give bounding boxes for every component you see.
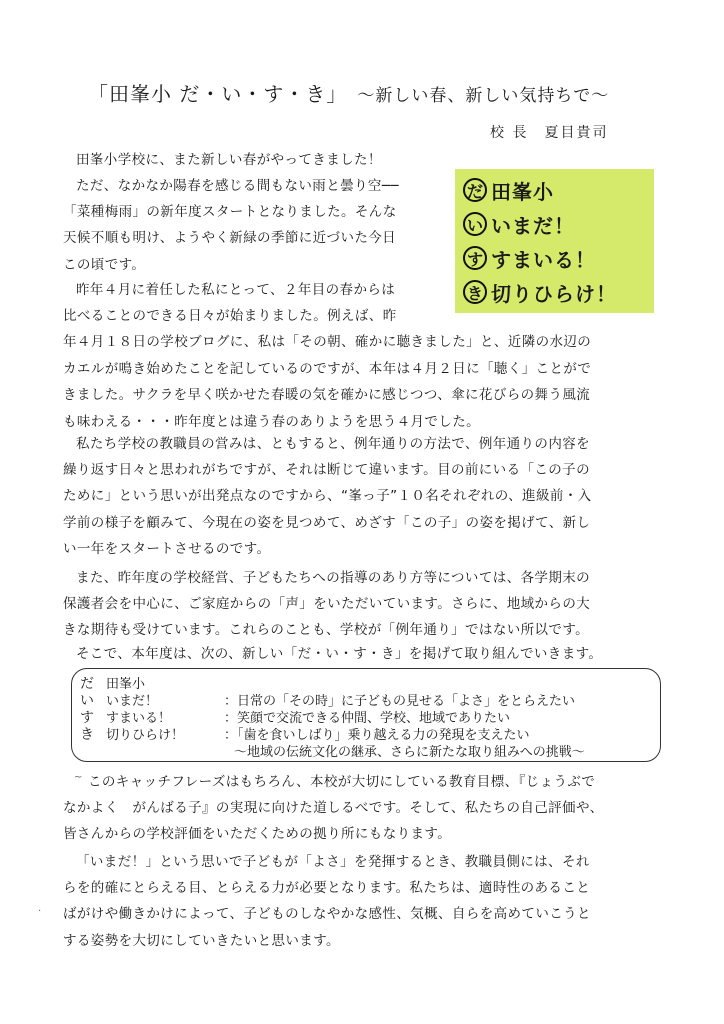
motto-detail-name: いまだ！ xyxy=(106,694,159,709)
motto-row xyxy=(463,241,654,275)
text-line: また、昨年度の学校経営、子どもたちへの指導のあり方等については、各学期末の xyxy=(76,570,591,586)
motto-detail-desc: ：日常の「その時」に子どもの見せる「よさ」をとらえたい xyxy=(224,694,576,709)
text-line: らを的確にとらえる目、とらえる力が必要となります。私たちは、適時性のあること xyxy=(63,880,591,896)
motto-detail-name: 田峯小 xyxy=(106,677,146,692)
text-line: 天候不順も明け、ようやく新緑の季節に近づいた今日 xyxy=(63,230,397,247)
motto-char: だ xyxy=(463,178,487,202)
author-line: 校 長 夏目貴司 xyxy=(490,125,609,141)
motto-char: い xyxy=(463,212,487,236)
text-line: 年４月１８日の学校ブログに、私は「その朝、確かに聴きました」と、近隣の水辺の xyxy=(63,334,592,351)
text-line: この頃です。 xyxy=(63,256,146,273)
scan-speck: · xyxy=(38,906,42,917)
motto-char: き xyxy=(463,280,487,304)
motto-detail-char: き xyxy=(80,727,94,743)
motto-detail-desc: ：「歯を食いしばり」乗り越える力の発現を支えたい xyxy=(224,728,530,743)
text-line: も味わえる・・・昨年度とは違う春のありようを思う４月でした。 xyxy=(63,413,480,430)
motto-char: す xyxy=(463,246,487,270)
title-subtitle: ～新しい春、新しい気持ちで～ xyxy=(357,86,610,106)
text-line: ただ、なかなか陽春を感じる間もない雨と曇り空── xyxy=(76,178,399,194)
motto-row xyxy=(463,207,654,241)
motto-detail-char: す xyxy=(80,710,94,726)
body-paragraph-1: 田峯小学校に、また新しい春がやってきました！ xyxy=(76,152,382,168)
text-line: する姿勢を大切にしていきたいと思います。 xyxy=(63,932,340,949)
body-paragraph-6: そこで、本年度は、次の、新しい「だ・い・す・き」を掲げて取り組んでいきます。 xyxy=(76,646,603,662)
motto-detail-name: すまいる！ xyxy=(106,711,172,726)
body-paragraph-3 xyxy=(76,277,395,303)
closing-paragraph-1 xyxy=(88,769,595,795)
text-line: 保護者会を中心に、ご家庭からの「声」をいただいています。さらに、地域からの大 xyxy=(63,596,591,612)
text-line: 皆さんからの学校評価をいただくための拠り所にもなります。 xyxy=(63,826,452,843)
text-line: い一年をスタートさせるのです。 xyxy=(63,541,271,558)
text-line: 「いまだ！」という思いで子どもが「よさ」を発揮するとき、教職員側には、それ xyxy=(76,854,590,870)
text-line: ばがけや働きかけによって、子どものしなやかな感性、気概、自らを高めていこうと xyxy=(63,906,591,923)
body-paragraph-3-cont xyxy=(63,303,591,435)
motto-text: すまいる！ xyxy=(491,247,596,272)
scan-speck: ~ xyxy=(74,772,83,783)
closing-paragraph-2-cont xyxy=(63,875,591,954)
text-line: なかよく がんばる子』の実現に向けた道しるべです。そして、私たちの自己評価や、 xyxy=(63,800,604,816)
text-line: 学前の様子を顧みて、今現在の姿を見つめて、めざす「この子」の姿を掲げて、新し xyxy=(63,514,591,531)
motto-detail-char: だ xyxy=(80,676,94,692)
motto-box xyxy=(455,169,654,313)
motto-detail-char: い xyxy=(80,693,94,709)
motto-text: 切りひらけ！ xyxy=(491,281,617,306)
motto-text: いまだ！ xyxy=(491,213,575,238)
body-paragraph-5 xyxy=(76,565,590,591)
closing-paragraph-1-cont xyxy=(63,795,603,848)
text-line: きました。サクラを早く咲かせた春暖の気を確かに感じつつ、傘に花びらの舞う風流 xyxy=(63,387,591,404)
text-line: 昨年４月に着任した私にとって、２年目の春からは xyxy=(76,282,396,298)
text-line: 繰り返す日々と思われがちですが、それは断じて違います。目の前にいる「この子の xyxy=(63,462,590,478)
title-main: 「田峯小 だ・い・す・き」 xyxy=(88,82,348,106)
body-paragraph-2-cont xyxy=(63,199,397,278)
body-paragraph-4-cont xyxy=(63,457,592,563)
text-line: カエルが鳴き始めたことを記しているのですが、本年は４月２日に「聴く」ことがで xyxy=(63,360,592,377)
text-line: きな期待も受けています。これらのことも、学校が「例年通り」ではない所以です。 xyxy=(63,622,590,639)
body-paragraph-2 xyxy=(76,173,399,199)
text-line: 比べることのできる日々が始まりました。例えば、昨 xyxy=(63,308,397,324)
motto-detail-box xyxy=(71,668,661,762)
body-paragraph-5-cont xyxy=(63,591,590,644)
text-line: 「菜種梅雨」の新年度スタートとなりました。そんな xyxy=(63,204,397,220)
text-line: 私たち学校の教職員の営みは、ともすると、例年通りの方法で、例年通りの内容を xyxy=(76,436,591,452)
motto-detail-note: ～地域の伝統文化の継承、さらに新たな取り組みへの挑戦～ xyxy=(234,745,585,760)
motto-detail-desc: ：笑顔で交流できる仲間、学校、地域でありたい xyxy=(224,711,511,726)
motto-row xyxy=(463,173,654,207)
body-paragraph-4 xyxy=(76,431,590,457)
motto-detail-name: 切りひらけ！ xyxy=(106,728,185,743)
page-title xyxy=(88,78,648,107)
text-line: このキャッチフレーズはもちろん、本校が大切にしている教育目標、『じょうぶで xyxy=(88,774,596,790)
motto-text: 田峯小 xyxy=(491,179,554,204)
closing-paragraph-2 xyxy=(76,849,590,875)
text-line: ために」という思いが出発点なのですから、“峯っ子”１０名それぞれの、進級前・入 xyxy=(63,488,592,505)
